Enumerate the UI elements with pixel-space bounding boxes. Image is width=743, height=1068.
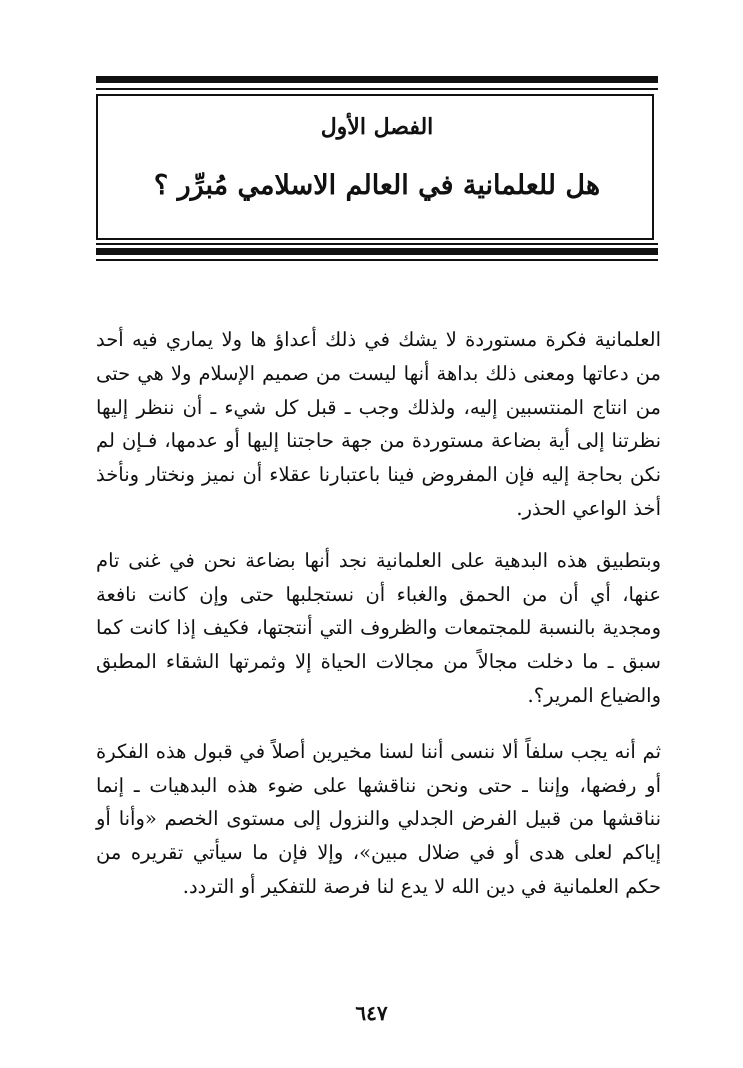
chapter-title: هل للعلمانية في العالم الاسلامي مُبرِّر ؟: [153, 170, 601, 201]
header-bottom-thin-rule: [96, 243, 658, 245]
header-bottom-thin-rule-2: [96, 259, 658, 261]
page-number: ٦٤٧: [355, 1001, 388, 1025]
header-top-thin-rule: [96, 88, 658, 90]
header-top-thick-rule: [96, 76, 658, 83]
chapter-label: الفصل الأول: [320, 114, 434, 140]
body-text: [96, 323, 661, 904]
paragraph-3: ثم أنه يجب سلفاً ألا ننسى أننا لسنا مخيرين أصلاً في قبول هذه الفكرة أو رفضها، وإننا ـ حتى ونحن نناقشها على ضوء هذه البدهيات ـ إنما نناقشها من قبيل الفرض الجدلي والنزول إلى مستوى الخصم «وأنا أو إياكم لعلى هدى أو في ضلال مبين»، وإلا فإن ما سيأتي تقريره من حكم العلمانية في دين الله لا يدع لنا فرصة للتفكير أو التردد.: [96, 739, 661, 898]
header-bottom-thick-rule: [96, 248, 658, 255]
paragraph-2: وبتطبيق هذه البدهية على العلمانية نجد أنها بضاعة نحن في غنى تام عنها، أي أن من الحمق والغباء أن نستجلبها حتى وإن كانت نافعة ومجدية بالنسبة للمجتمعات والظروف التي أنتجتها، فكيف إذا كانت كما سبق ـ ما دخلت مجالاً من مجالات الحياة إلا وثمرتها الشقاء المطبق والضياع المرير؟.: [96, 548, 661, 707]
paragraph-1: العلمانية فكرة مستوردة لا يشك في ذلك أعداؤ ها ولا يماري فيه أحد من دعاتها ومعنى ذلك بداهة أنها ليست من صميم الإسلام ولا هي حتى من انتاج المنتسبين إليه، ولذلك وجب ـ قبل كل شيء ـ أن ننظر إليها نظرتنا إلى أية بضاعة مستوردة من جهة حاجتنا إليها أو عدمها، فـإن لم نكن بحاجة إليه فإن المفروض فينا باعتبارنا عقلاء أن نميز ونختار ونأخذ أخذ الواعي الحذر.: [96, 328, 661, 520]
